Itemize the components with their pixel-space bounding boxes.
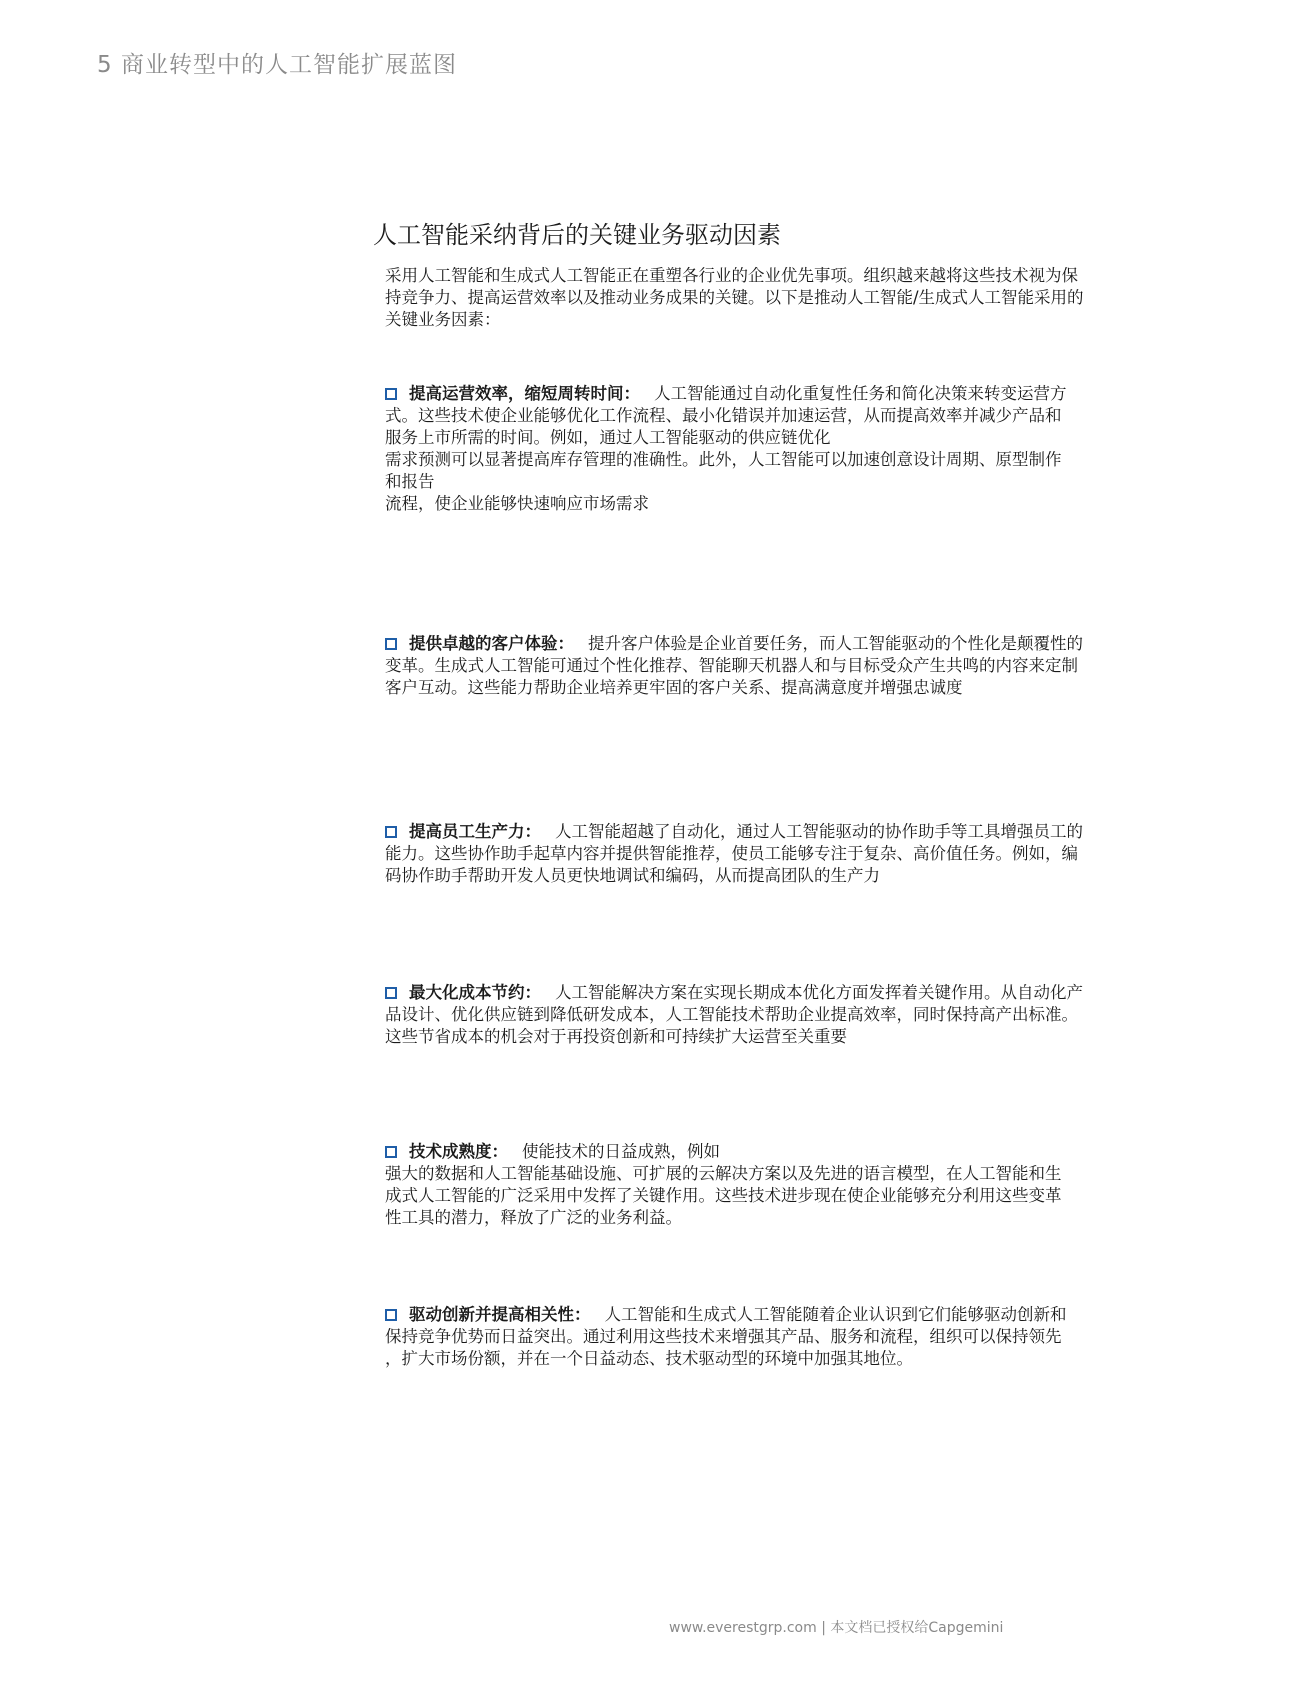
driver-text: 变革。生成式人工智能可通过个性化推荐、智能聊天机器人和与目标受众产生共鸣的内容来定制 — [385, 656, 1078, 675]
driver-text: 服务上市所需的时间。例如，通过人工智能驱动的供应链优化 — [385, 428, 831, 447]
intro-paragraph — [385, 265, 1190, 331]
driver-text: 式。这些技术使企业能够优化工作流程、最小化错误并加速运营，从而提高效率并减少产品和 — [385, 406, 1062, 425]
checkbox-icon — [385, 1309, 397, 1321]
section-title: 人工智能采纳背后的关键业务驱动因素 — [373, 221, 781, 249]
driver-text: 人工智能和生成式人工智能随着企业认识到它们能够驱动创新和 — [604, 1305, 1067, 1324]
driver-text: 保持竞争优势而日益突出。通过利用这些技术来增强其产品、服务和流程，组织可以保持领先 — [385, 1327, 1062, 1346]
driver-item-cost-savings — [385, 982, 1190, 1048]
driver-text: ，扩大市场份额，并在一个日益动态、技术驱动型的环境中加强其地位。 — [385, 1349, 913, 1368]
driver-text: 需求预测可以显著提高库存管理的准确性。此外，人工智能可以加速创意设计周期、原型制作 — [385, 450, 1062, 469]
intro-line: 关键业务因素： — [385, 310, 501, 329]
checkbox-icon — [385, 826, 397, 838]
driver-label: 提高运营效率，缩短周转时间： — [409, 384, 640, 403]
driver-text: 提升客户体验是企业首要任务，而人工智能驱动的个性化是颠覆性的 — [588, 634, 1083, 653]
driver-item-technology-maturity — [385, 1141, 1190, 1229]
driver-text: 能力。这些协作助手起草内容并提供智能推荐，使员工能够专注于复杂、高价值任务。例如，编 — [385, 844, 1078, 863]
running-header: 5 商业转型中的人工智能扩展蓝图 — [97, 52, 457, 78]
driver-label: 最大化成本节约： — [409, 983, 541, 1002]
driver-text: 成式人工智能的广泛采用中发挥了关键作用。这些技术进步现在使企业能够充分利用这些变革 — [385, 1186, 1062, 1205]
driver-text: 人工智能通过自动化重复性任务和简化决策来转变运营方 — [654, 384, 1067, 403]
driver-text: 码协作助手帮助开发人员更快地调试和编码，从而提高团队的生产力 — [385, 866, 880, 885]
checkbox-icon — [385, 638, 397, 650]
driver-text: 人工智能解决方案在实现长期成本优化方面发挥着关键作用。从自动化产 — [555, 983, 1083, 1002]
driver-item-employee-productivity — [385, 821, 1190, 887]
driver-label: 技术成熟度： — [409, 1142, 508, 1161]
driver-text: 强大的数据和人工智能基础设施、可扩展的云解决方案以及先进的语言模型，在人工智能和生 — [385, 1164, 1062, 1183]
footer-license-note: www.everestgrp.com | 本文档已授权给Capgemini — [669, 1620, 1004, 1636]
driver-item-innovation-relevance — [385, 1304, 1190, 1370]
driver-text: 和报告 — [385, 472, 435, 491]
intro-line: 采用人工智能和生成式人工智能正在重塑各行业的企业优先事项。组织越来越将这些技术视为保 — [385, 266, 1078, 285]
driver-item-operational-efficiency — [385, 383, 1190, 515]
driver-text: 品设计、优化供应链到降低研发成本，人工智能技术帮助企业提高效率，同时保持高产出标准。 — [385, 1005, 1078, 1024]
checkbox-icon — [385, 987, 397, 999]
driver-text: 人工智能超越了自动化，通过人工智能驱动的协作助手等工具增强员工的 — [555, 822, 1083, 841]
driver-text: 使能技术的日益成熟，例如 — [522, 1142, 720, 1161]
driver-item-customer-experience — [385, 633, 1190, 699]
intro-line: 持竞争力、提高运营效率以及推动业务成果的关键。以下是推动人工智能/生成式人工智能采用的 — [385, 288, 1084, 307]
checkbox-icon — [385, 388, 397, 400]
driver-text: 流程，使企业能够快速响应市场需求 — [385, 494, 649, 513]
driver-text: 性工具的潜力，释放了广泛的业务利益。 — [385, 1208, 682, 1227]
driver-text: 这些节省成本的机会对于再投资创新和可持续扩大运营至关重要 — [385, 1027, 847, 1046]
driver-label: 驱动创新并提高相关性： — [409, 1305, 591, 1324]
checkbox-icon — [385, 1146, 397, 1158]
driver-label: 提高员工生产力： — [409, 822, 541, 841]
driver-text: 客户互动。这些能力帮助企业培养更牢固的客户关系、提高满意度并增强忠诚度 — [385, 678, 963, 697]
driver-label: 提供卓越的客户体验： — [409, 634, 574, 653]
